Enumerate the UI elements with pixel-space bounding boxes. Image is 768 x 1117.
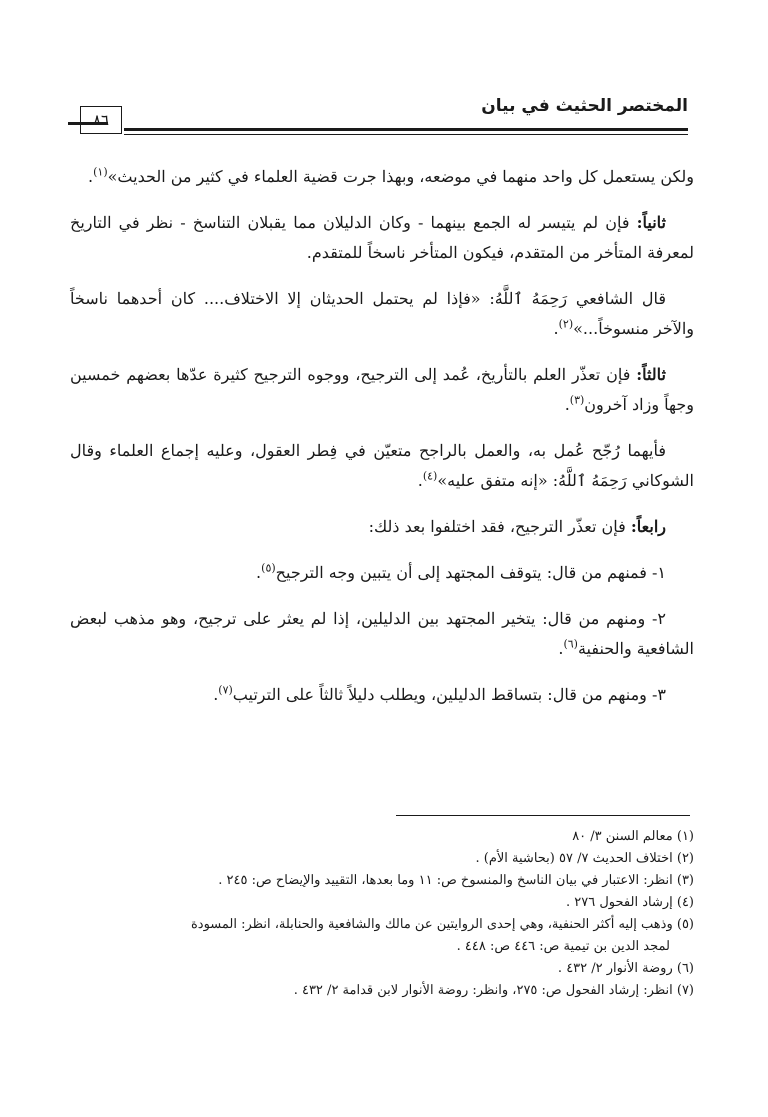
paragraph [70,208,694,268]
paragraph-end: . [417,471,423,490]
list-item-end: . [256,563,262,582]
footnote: (٥) وذهب إليه أكثر الحنفية، وهي إحدى الروايتين عن مالك والشافعية والحنابلة، انظر: المسودة [190,917,694,932]
paragraph-text: فإن لم يتيسر له الجمع بينهما - وكان الدليلان مما يقبلان التناسخ - نظر في التاريخ لمعرفة المتأخر من المتقدم، فيكون المتأخر ناسخاً للمتقدم. [70,213,694,262]
footnote-ref: (٣) [569,393,585,407]
list-item-end: . [558,639,564,658]
list-item-text: ٣- ومنهم من قال: بتساقط الدليلين، ويطلب دليلاً ثالثاً على الترتيب [232,685,666,704]
paragraph [70,360,694,420]
header-rule-thin [124,134,688,135]
footnote: (٤) إرشاد الفحول ٢٧٦ . [566,895,694,910]
list-item-end: . [213,685,219,704]
footnote: (٧) انظر: إرشاد الفحول ص: ٢٧٥، وانظر: روضة الأنوار لابن قدامة ٢/ ٤٣٢ . [293,983,694,998]
list-item [70,604,694,664]
paragraph-end: . [88,167,94,186]
footnotes [66,826,694,1002]
quote-paragraph [70,284,694,344]
running-title: المختصر الحثيث في بيان [481,96,688,116]
list-item-text: ١- فمنهم من قال: يتوقف المجتهد إلى أن يتبين وجه الترجيح [275,563,666,582]
paragraph [70,162,694,192]
footnote: (٣) انظر: الاعتبار في بيان الناسخ والمنسوخ ص: ١١ وما بعدها، التقييد والإيضاح ص: ٢٤٥ . [218,873,694,888]
footnote-ref: (٤) [422,469,438,483]
header-rule-thick [124,128,688,131]
paragraph-text: فإن تعذّر العلم بالتأريخ، عُمد إلى الترجيح، ووجوه الترجيح كثيرة عدّها بعضهم خمسين وجهاً وزاد آخرون [70,365,694,414]
footnote-ref: (٦) [563,637,578,651]
section-lead: رابعاً: [630,517,666,536]
footnote-separator [396,815,690,816]
paragraph-text: قال الشافعي رَحِمَهُ ٱللَّهُ: «فإذا لم يحتمل الحديثان إلا الاختلاف.... كان أحدهما ناسخاً والآخر منسوخاً...» [70,289,694,338]
list-item [70,558,694,588]
page-number: ٨٦ [80,106,122,134]
paragraph [70,512,694,542]
footnote-ref: (٢) [558,317,574,331]
section-lead: ثالثاً: [636,365,666,384]
paragraph-text: فإن تعذّر الترجيح، فقد اختلفوا بعد ذلك: [368,517,626,536]
section-lead: ثانياً: [636,213,666,232]
paragraph-end: . [564,395,570,414]
list-item [70,680,694,710]
footnote-continuation: لمجد الدين بن تيمية ص: ٤٤٦ ص: ٤٤٨ . [456,939,670,954]
footnote-ref: (٥) [261,561,276,575]
footnote: (٦) روضة الأنوار ٢/ ٤٣٢ . [557,961,694,976]
footnote: (١) معالم السنن ٣/ ٨٠ [572,829,694,844]
paragraph-end: . [553,319,559,338]
footnote-ref: (٧) [218,683,233,697]
footnote: (٢) اختلاف الحديث ٧/ ٥٧ (بحاشية الأم) . [475,851,694,866]
footnote-ref: (١) [93,165,108,179]
page-header [68,96,688,140]
paragraph [70,436,694,496]
list-item-text: ٢- ومنهم من قال: يتخير المجتهد بين الدليلين، إذا لم يعثر على ترجيح، وهو مذهب لبعض الشافعية والحنفية [70,609,694,658]
paragraph-text: فأيهما رُجّح عُمل به، والعمل بالراجح متعيّن في فِطر العقول، وعليه إجماع العلماء وقال الشوكاني رَحِمَهُ ٱللَّهُ: «إنه متفق عليه» [70,441,694,490]
paragraph-text: ولكن يستعمل كل واحد منهما في موضعه، وبهذا جرت قضية العلماء في كثير من الحديث» [107,167,694,186]
main-text [70,162,694,726]
